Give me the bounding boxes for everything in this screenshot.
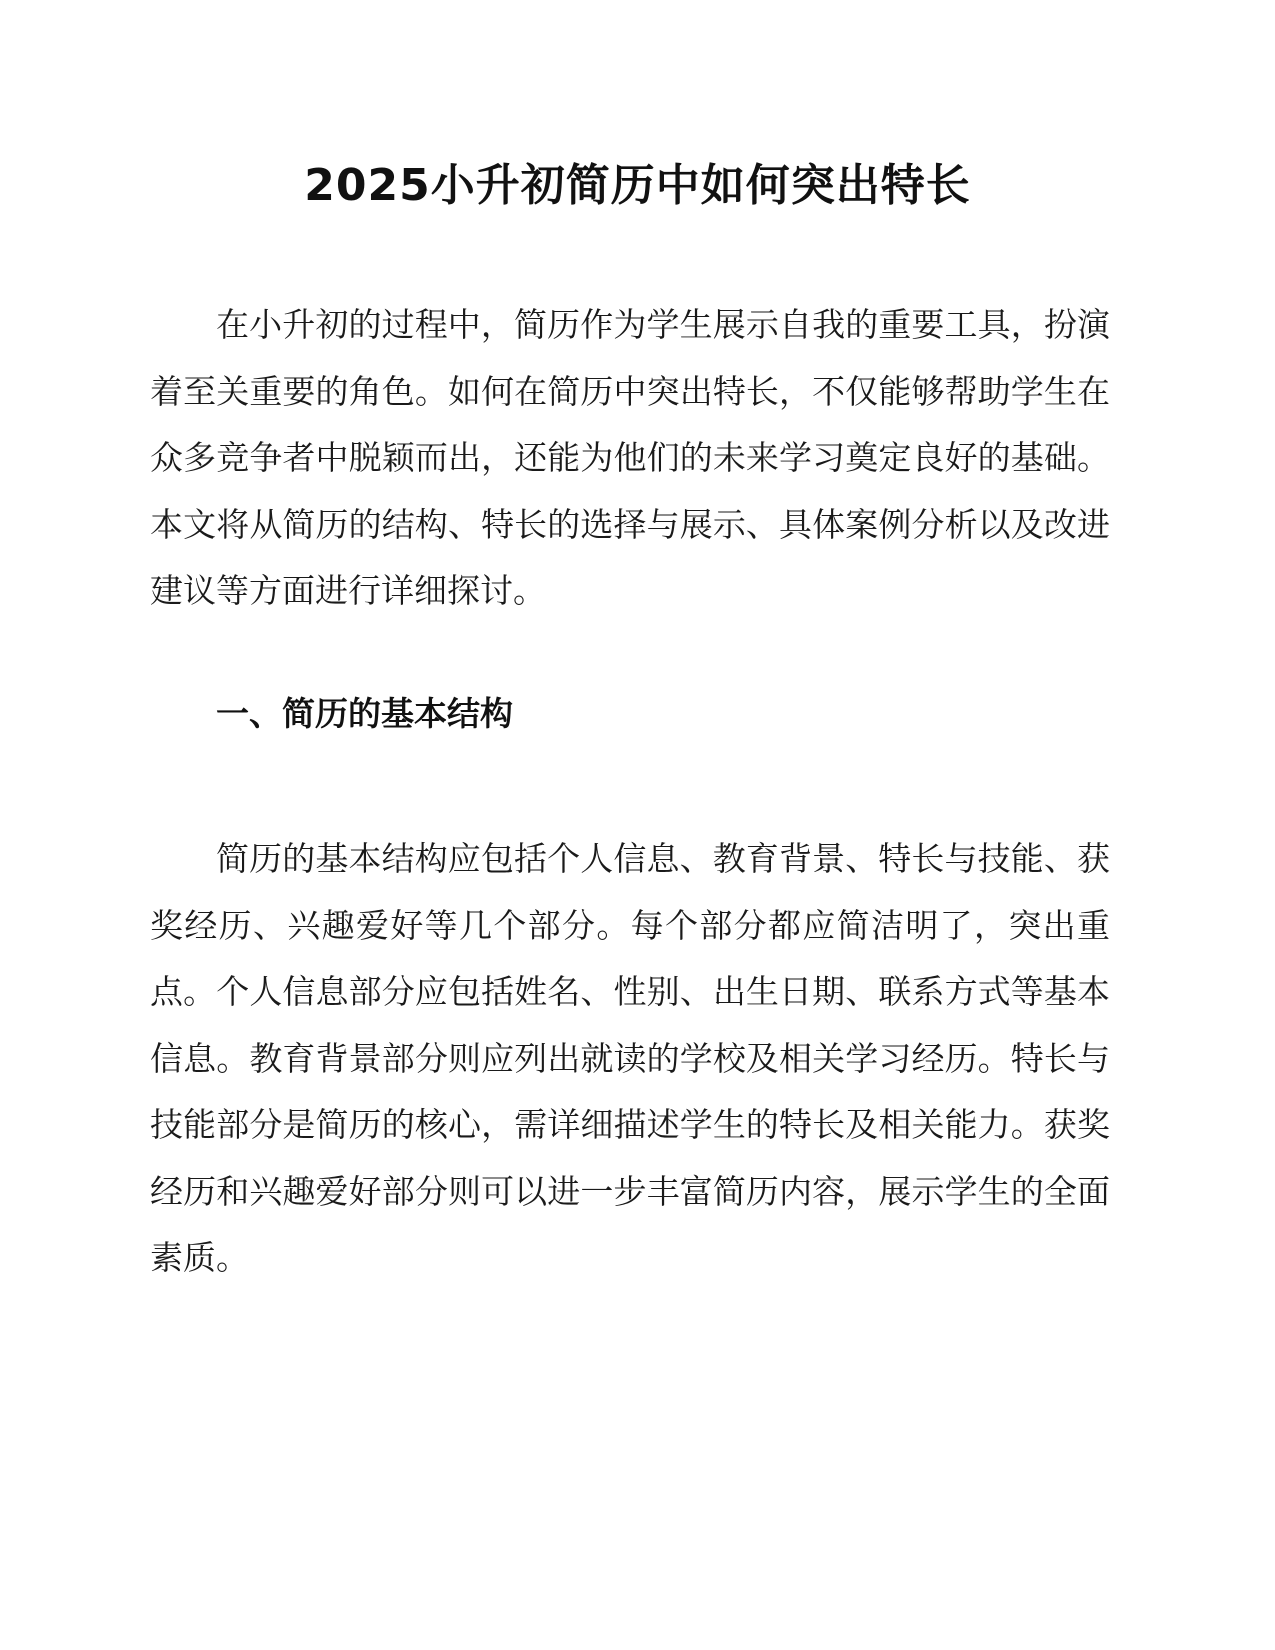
- document-title: 2025小升初简历中如何突出特长: [304, 160, 971, 211]
- section-paragraph: 简历的基本结构应包括个人信息、教育背景、特长与技能、获奖经历、兴趣爱好等几个部分。每个部分都应简洁明了，突出重点。个人信息部分应包括姓名、性别、出生日期、联系方式等基本信息。教育背景部分则应列出就读的学校及相关学习经历。特长与技能部分是简历的核心，需详细描述学生的特长及相关能力。获奖经历和兴趣爱好部分则可以进一步丰富简历内容，展示学生的全面素质。: [150, 839, 1110, 1277]
- intro-paragraph: 在小升初的过程中，简历作为学生展示自我的重要工具，扮演着至关重要的角色。如何在简历中突出特长，不仅能够帮助学生在众多竞争者中脱颖而出，还能为他们的未来学习奠定良好的基础。本文将从简历的结构、特长的选择与展示、具体案例分析以及改进建议等方面进行详细探讨。: [150, 305, 1110, 610]
- section-heading: 一、简历的基本结构: [216, 694, 513, 733]
